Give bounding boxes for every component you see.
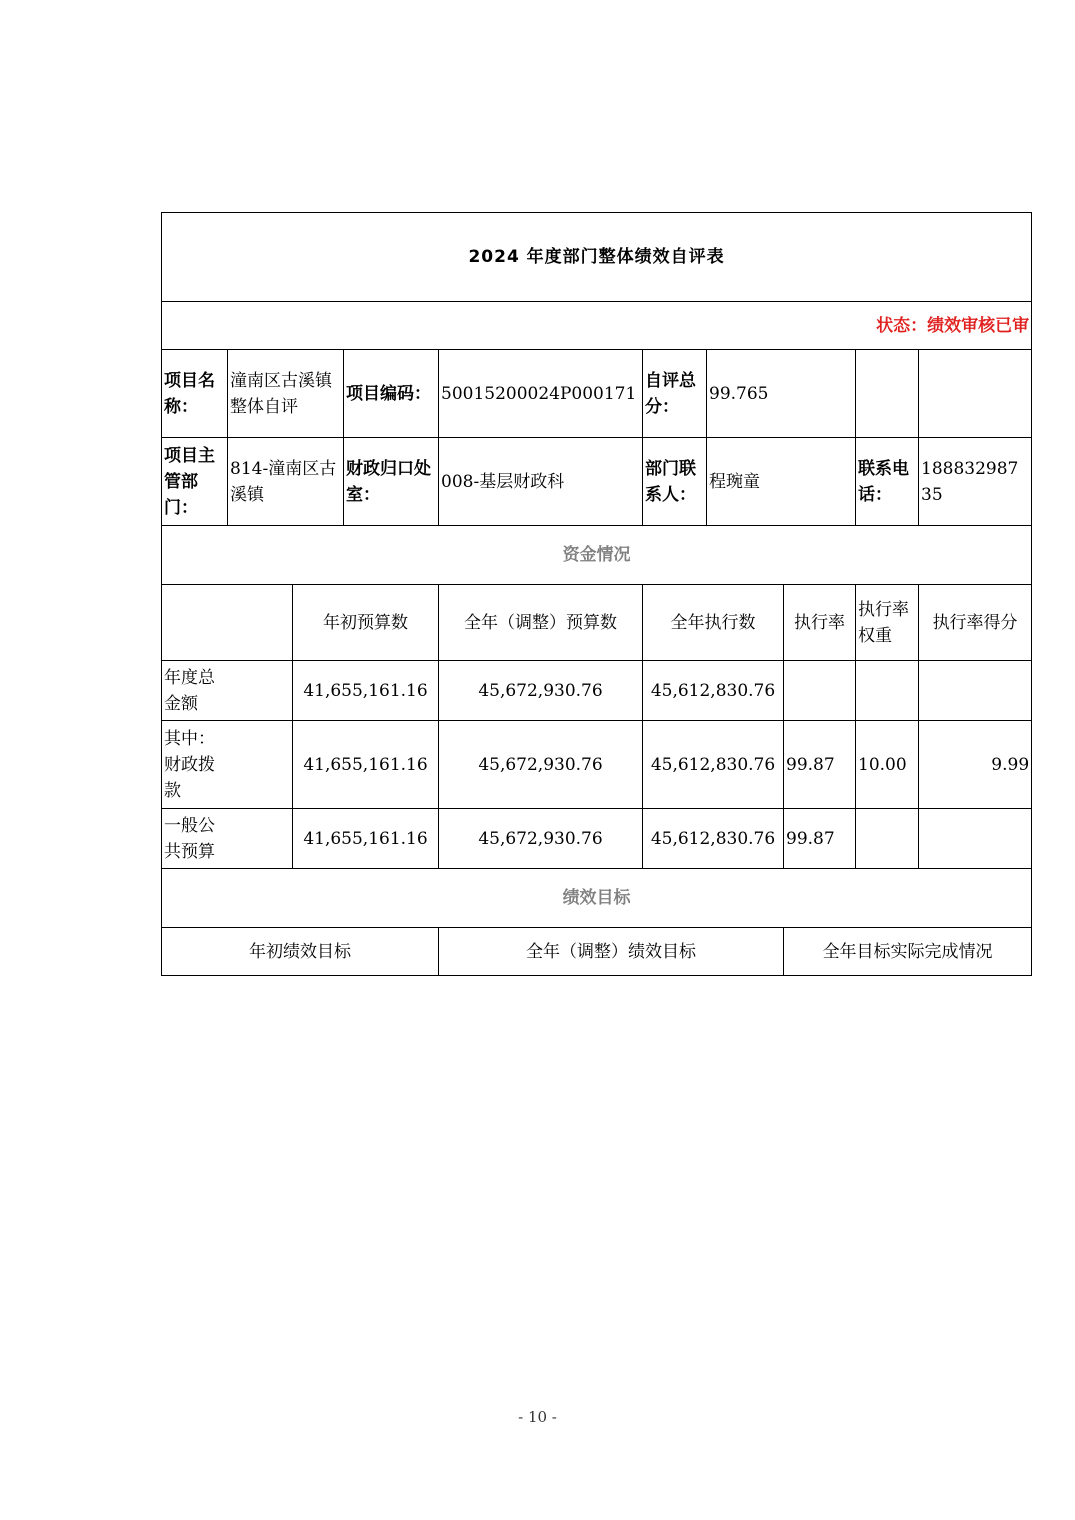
project-name-label: 项目名称： xyxy=(162,350,228,438)
adjusted-budget-cell: 45,672,930.76 xyxy=(439,809,643,869)
funds-header-cell: 年初预算数 xyxy=(293,585,439,661)
rate-weight-cell xyxy=(856,809,919,869)
row-label xyxy=(162,809,293,869)
rate-score-cell xyxy=(919,661,1032,721)
dept-label: 项目主管部门： xyxy=(162,438,228,526)
goals-section-title: 绩效目标 xyxy=(162,869,1032,928)
contact-value: 程琬童 xyxy=(707,438,856,526)
phone-value: 18883298735 xyxy=(919,438,1032,526)
finance-office-label: 财政归口处室： xyxy=(344,438,439,526)
rate-score-cell: 9.99 xyxy=(919,721,1032,809)
execution-rate-cell: 99.87 xyxy=(784,809,856,869)
row-label xyxy=(162,721,293,809)
finance-office-value: 008-基层财政科 xyxy=(439,438,643,526)
goals-header-completion: 全年目标实际完成情况 xyxy=(784,928,1032,976)
self-score-value: 99.765 xyxy=(707,350,856,438)
table-row xyxy=(162,721,1032,809)
row-label-text: 一般公共预算 xyxy=(164,815,215,862)
goals-header-initial: 年初绩效目标 xyxy=(162,928,439,976)
execution-rate-cell: 99.87 xyxy=(784,721,856,809)
status-badge: 状态：绩效审核已审 xyxy=(162,302,1032,350)
project-code-value: 50015200024P000171 xyxy=(439,350,643,438)
contact-label: 部门联系人： xyxy=(643,438,707,526)
execution-cell: 45,612,830.76 xyxy=(643,661,784,721)
initial-budget-cell: 41,655,161.16 xyxy=(293,809,439,869)
row-label-text: 年度总金额 xyxy=(164,667,215,714)
funds-header-cell: 全年执行数 xyxy=(643,585,784,661)
empty-cell xyxy=(919,350,1032,438)
adjusted-budget-cell: 45,672,930.76 xyxy=(439,721,643,809)
funds-header-cell: 执行率 xyxy=(784,585,856,661)
table-row xyxy=(162,809,1032,869)
goals-header-adjusted: 全年（调整）绩效目标 xyxy=(439,928,784,976)
funds-section-title: 资金情况 xyxy=(162,526,1032,585)
adjusted-budget-cell: 45,672,930.76 xyxy=(439,661,643,721)
execution-cell: 45,612,830.76 xyxy=(643,721,784,809)
rate-weight-cell: 10.00 xyxy=(856,721,919,809)
funds-header-cell: 全年（调整）预算数 xyxy=(439,585,643,661)
self-score-label: 自评总分： xyxy=(643,350,707,438)
phone-label: 联系电话： xyxy=(856,438,919,526)
initial-budget-cell: 41,655,161.16 xyxy=(293,661,439,721)
page-number: - 10 - xyxy=(518,1408,557,1426)
funds-header-cell: 执行率得分 xyxy=(919,585,1032,661)
evaluation-table xyxy=(161,212,1032,976)
dept-value: 814-潼南区古溪镇 xyxy=(228,438,344,526)
rate-score-cell xyxy=(919,809,1032,869)
row-label xyxy=(162,661,293,721)
project-code-label: 项目编码： xyxy=(344,350,439,438)
rate-weight-cell xyxy=(856,661,919,721)
execution-cell: 45,612,830.76 xyxy=(643,809,784,869)
execution-rate-cell xyxy=(784,661,856,721)
funds-header-cell xyxy=(162,585,293,661)
table-row xyxy=(162,661,1032,721)
row-label-text: 其中：财政拨款 xyxy=(164,728,215,801)
funds-header-cell: 执行率权重 xyxy=(856,585,919,661)
project-name-value: 潼南区古溪镇整体自评 xyxy=(228,350,344,438)
initial-budget-cell: 41,655,161.16 xyxy=(293,721,439,809)
empty-cell xyxy=(856,350,919,438)
page-title: 2024 年度部门整体绩效自评表 xyxy=(162,213,1032,302)
